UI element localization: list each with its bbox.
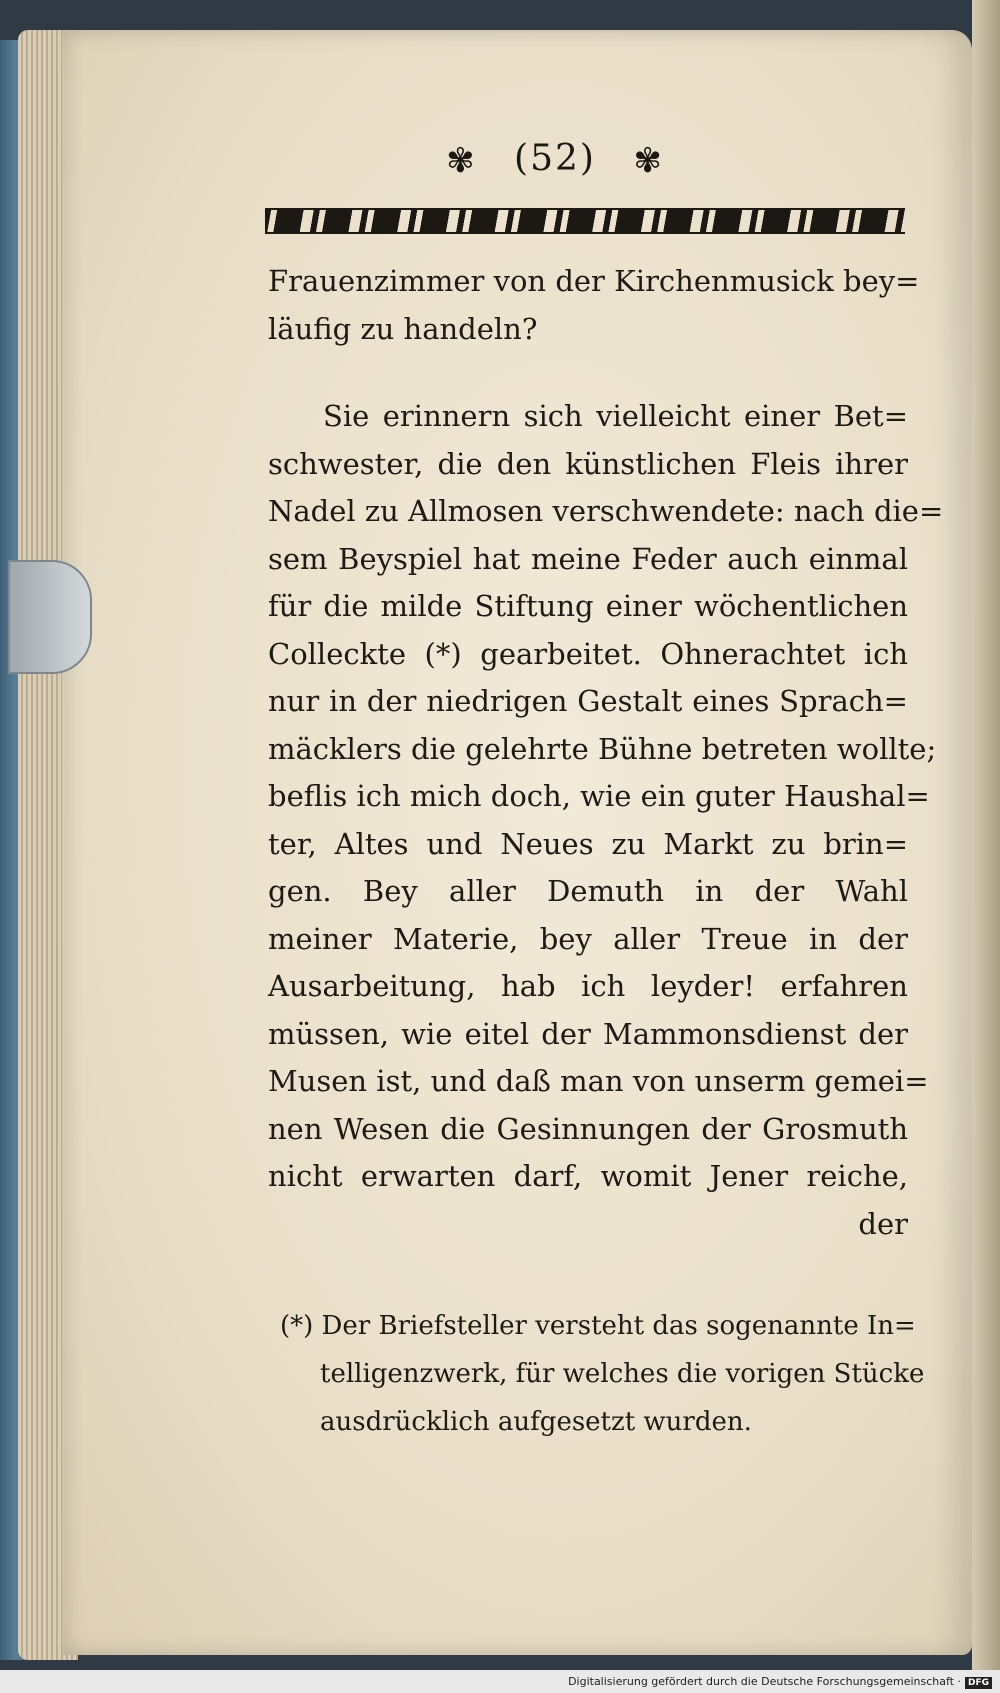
text-line: (*) Der Briefsteller versteht das sogenannte In=: [280, 1311, 916, 1341]
text-line: beflis ich mich doch, wie ein guter Haushal=: [268, 779, 930, 813]
decorative-rule: [265, 208, 905, 234]
text-line: ter, Altes und Neues zu Markt zu brin=: [268, 826, 908, 861]
text-line: läufig zu handeln?: [268, 311, 538, 346]
text-line: Colleckte (*) gearbeitet. Ohnerachtet ich: [268, 636, 908, 671]
dfg-logo: DFG: [965, 1677, 992, 1689]
text-line: für die milde Stiftung einer wöchentlichen: [268, 589, 908, 623]
text-line: mäcklers die gelehrte Bühne betreten wollte;: [268, 731, 937, 766]
text-line: schwester, die den künstlichen Fleis ihrer: [268, 446, 908, 481]
text-line: sem Beyspiel hat meine Feder auch einmal: [268, 541, 908, 576]
text-line: gen. Bey aller Demuth in der Wahl: [268, 874, 908, 908]
digitization-credit: [568, 1675, 992, 1689]
text-line: nicht erwarten darf, womit Jener reiche,: [268, 1159, 908, 1193]
text-line: Ausarbeitung, hab ich leyder! erfahren: [268, 969, 908, 1003]
body-text: [268, 258, 944, 1248]
text-line: Musen ist, und daß man von unserm gemei=: [268, 1064, 929, 1098]
text-line: müssen, wie eitel der Mammonsdienst der: [268, 1016, 908, 1051]
text-line: nur in der niedrigen Gestalt eines Sprach=: [268, 684, 908, 718]
paragraph-gap: [268, 353, 908, 393]
flower-ornament-icon: ✾: [633, 141, 664, 181]
text-line: meiner Materie, bey aller Treue in der: [268, 921, 908, 956]
page-number: (52): [514, 138, 596, 179]
text-line: Sie erinnern sich vielleicht einer Bet=: [323, 399, 908, 433]
page-header: [250, 138, 860, 181]
flower-ornament-icon: ✾: [446, 141, 477, 181]
text-line: telligenzwerk, für welches die vorigen Stücke: [320, 1359, 925, 1389]
text-line: Frauenzimmer von der Kirchenmusick bey=: [268, 264, 920, 298]
footnote: [280, 1302, 925, 1446]
text-line: Nadel zu Allmosen verschwendete: nach die=: [268, 494, 944, 528]
text-line: der: [858, 1206, 908, 1241]
text-line: nen Wesen die Gesinnungen der Grosmuth: [268, 1111, 908, 1146]
bookmark-tab: [8, 560, 92, 674]
page-edge: [972, 0, 1000, 1670]
credit-text: Digitalisierung gefördert durch die Deutsche Forschungsgemeinschaft ·: [568, 1675, 961, 1688]
text-line: ausdrücklich aufgesetzt wurden.: [320, 1407, 752, 1437]
